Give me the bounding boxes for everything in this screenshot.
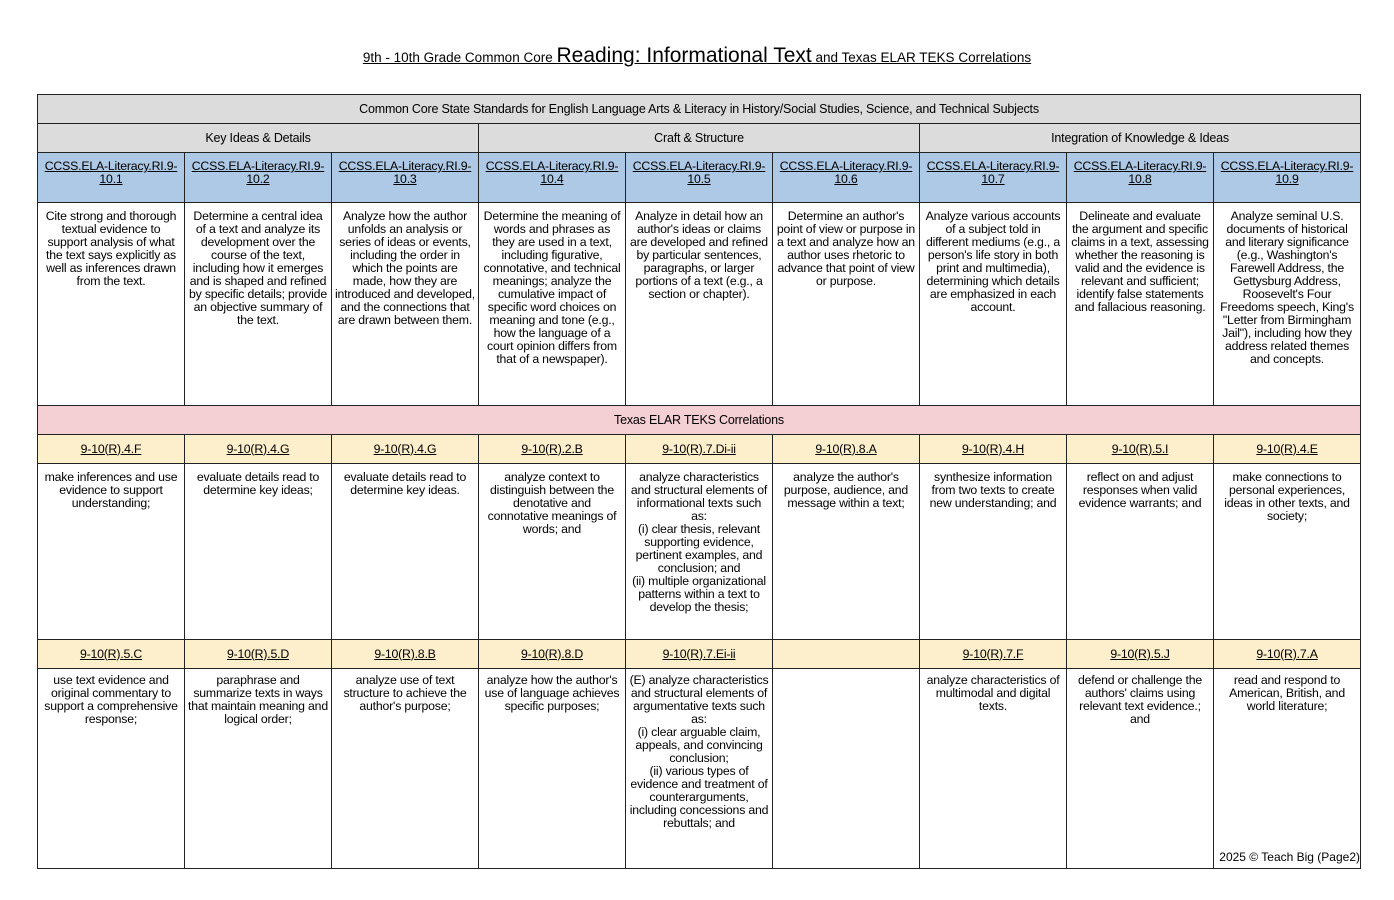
teks-code-3 xyxy=(332,435,479,464)
teks-description-8: reflect on and adjust responses when valid evidence warrants; and xyxy=(1067,464,1214,640)
ccss-code-link[interactable]: CCSS.ELA-Literacy.RI.9-10.7 xyxy=(926,159,1060,186)
ccss-description-9: Analyze seminal U.S. documents of historical and literary significance (e.g., Washington's Farewell Address, the Gettysburg Address, Roosevelt's Four Freedoms speech, King's "Letter from Birmingham Jail"), including how they address related themes and concepts. xyxy=(1214,203,1361,406)
teks-description-5: (E) analyze characteristics and structural elements of argumentative texts such as: (i) clear arguable claim, appeals, and convincing conclusion; (ii) various types of evidence and treatment of counterarguments, including concessions and rebuttals; and xyxy=(626,669,773,869)
ccss-code-3 xyxy=(332,153,479,203)
teks-code-5 xyxy=(626,435,773,464)
teks-description-4: analyze how the author's use of language achieves specific purposes; xyxy=(479,669,626,869)
teks-code-4 xyxy=(479,435,626,464)
ccss-code-2 xyxy=(185,153,332,203)
teks-code-link[interactable]: 9-10(R).7.A xyxy=(1256,646,1318,661)
ccss-description-8: Delineate and evaluate the argument and specific claims in a text, assessing whether the reasoning is valid and the evidence is relevant and sufficient; identify false statements and fallacious reasoning. xyxy=(1067,203,1214,406)
teks-code-link[interactable]: 9-10(R).2.B xyxy=(521,441,583,456)
teks-code-1 xyxy=(38,640,185,669)
teks-description-1: use text evidence and original commentary to support a comprehensive response; xyxy=(38,669,185,869)
teks-code-link[interactable]: 9-10(R).8.A xyxy=(815,441,877,456)
teks-code-2 xyxy=(185,640,332,669)
teks-code-4 xyxy=(479,640,626,669)
teks-code-link[interactable]: 9-10(R).5.I xyxy=(1111,441,1169,456)
footer-copyright: 2025 © Teach Big (Page2) xyxy=(1219,850,1360,864)
group-key-ideas: Key Ideas & Details xyxy=(38,124,479,153)
ccss-code-link[interactable]: CCSS.ELA-Literacy.RI.9-10.1 xyxy=(44,159,178,186)
ccss-code-link[interactable]: CCSS.ELA-Literacy.RI.9-10.8 xyxy=(1073,159,1207,186)
title-prefix: 9th - 10th Grade Common Core xyxy=(362,50,557,65)
teks-code-link[interactable]: 9-10(R).5.J xyxy=(1110,646,1170,661)
teks-description-row-1 xyxy=(38,464,1361,640)
teks-description-2: paraphrase and summarize texts in ways that maintain meaning and logical order; xyxy=(185,669,332,869)
teks-description-1: make inferences and use evidence to support understanding; xyxy=(38,464,185,640)
teks-code-8 xyxy=(1067,435,1214,464)
teks-code-link[interactable]: 9-10(R).5.C xyxy=(79,646,143,661)
ccss-code-link[interactable]: CCSS.ELA-Literacy.RI.9-10.2 xyxy=(191,159,325,186)
teks-code-7 xyxy=(920,435,1067,464)
teks-code-row-2 xyxy=(38,640,1361,669)
ccss-code-4 xyxy=(479,153,626,203)
teks-code-2 xyxy=(185,435,332,464)
teks-code-link[interactable]: 9-10(R).4.F xyxy=(80,441,142,456)
ccss-code-link[interactable]: CCSS.ELA-Literacy.RI.9-10.5 xyxy=(632,159,766,186)
teks-code-link[interactable]: 9-10(R).8.D xyxy=(520,646,584,661)
teks-description-3: evaluate details read to determine key ideas. xyxy=(332,464,479,640)
teks-code-link[interactable]: 9-10(R).4.H xyxy=(961,441,1025,456)
page-title xyxy=(0,44,1394,68)
teks-description-7: analyze characteristics of multimodal and digital texts. xyxy=(920,669,1067,869)
teks-code-1 xyxy=(38,435,185,464)
teks-header: Texas ELAR TEKS Correlations xyxy=(38,406,1361,435)
teks-description-row-2 xyxy=(38,669,1361,869)
group-integration: Integration of Knowledge & Ideas xyxy=(920,124,1361,153)
ccss-code-6 xyxy=(773,153,920,203)
teks-code-link[interactable]: 9-10(R).4.E xyxy=(1256,441,1318,456)
teks-code-8 xyxy=(1067,640,1214,669)
teks-description-9: make connections to personal experiences, ideas in other texts, and society; xyxy=(1214,464,1361,640)
ccss-code-8 xyxy=(1067,153,1214,203)
teks-description-5: analyze characteristics and structural elements of informational texts such as: (i) clear thesis, relevant supporting evidence, pertinent examples, and conclusion; and (ii) multiple organizational patterns within a text to develop the thesis; xyxy=(626,464,773,640)
teks-description-7: synthesize information from two texts to create new understanding; and xyxy=(920,464,1067,640)
ccss-code-link[interactable]: CCSS.ELA-Literacy.RI.9-10.4 xyxy=(485,159,619,186)
teks-description-4: analyze context to distinguish between the denotative and connotative meanings of words; and xyxy=(479,464,626,640)
teks-code-link[interactable]: 9-10(R).4.G xyxy=(226,441,290,456)
group-craft-structure: Craft & Structure xyxy=(479,124,920,153)
ccss-code-link[interactable]: CCSS.ELA-Literacy.RI.9-10.9 xyxy=(1220,159,1354,186)
ccss-description-row xyxy=(38,203,1361,406)
title-main: Reading: Informational Text xyxy=(556,44,812,67)
teks-code-link[interactable]: 9-10(R).5.D xyxy=(226,646,290,661)
teks-code-link[interactable]: 9-10(R).8.B xyxy=(374,646,436,661)
ccss-description-6: Determine an author's point of view or purpose in a text and analyze how an author uses rhetoric to advance that point of view or purpose. xyxy=(773,203,920,406)
ccss-code-link[interactable]: CCSS.ELA-Literacy.RI.9-10.3 xyxy=(338,159,472,186)
teks-description-9: read and respond to American, British, and world literature; xyxy=(1214,669,1361,869)
teks-description-6 xyxy=(773,669,920,869)
ccss-description-4: Determine the meaning of words and phrases as they are used in a text, including figurative, connotative, and technical meanings; analyze the cumulative impact of specific word choices on meaning and tone (e.g., how the language of a court opinion differs from that of a newspaper). xyxy=(479,203,626,406)
title-suffix: and Texas ELAR TEKS Correlations xyxy=(811,50,1032,65)
teks-code-6 xyxy=(773,435,920,464)
teks-code-9 xyxy=(1214,640,1361,669)
teks-code-link[interactable]: 9-10(R).7.Ei-ii xyxy=(662,646,736,661)
teks-code-3 xyxy=(332,640,479,669)
ccss-code-9 xyxy=(1214,153,1361,203)
ccss-code-5 xyxy=(626,153,773,203)
ccss-description-1: Cite strong and thorough textual evidence to support analysis of what the text says explicitly as well as inferences drawn from the text. xyxy=(38,203,185,406)
teks-description-8: defend or challenge the authors' claims using relevant text evidence.; and xyxy=(1067,669,1214,869)
teks-code-5 xyxy=(626,640,773,669)
ccss-main-header: Common Core State Standards for English Language Arts & Literacy in History/Social Studies, Science, and Technical Subjects xyxy=(38,95,1361,124)
ccss-description-7: Analyze various accounts of a subject told in different mediums (e.g., a person's life story in both print and multimedia), determining which details are emphasized in each account. xyxy=(920,203,1067,406)
teks-description-3: analyze use of text structure to achieve the author's purpose; xyxy=(332,669,479,869)
teks-code-link[interactable]: 9-10(R).7.Di-ii xyxy=(662,441,736,456)
teks-code-9 xyxy=(1214,435,1361,464)
teks-description-2: evaluate details read to determine key ideas; xyxy=(185,464,332,640)
ccss-code-7 xyxy=(920,153,1067,203)
teks-code-link[interactable]: 9-10(R).4.G xyxy=(373,441,437,456)
ccss-code-link[interactable]: CCSS.ELA-Literacy.RI.9-10.6 xyxy=(779,159,913,186)
teks-code-7 xyxy=(920,640,1067,669)
teks-code-row-1 xyxy=(38,435,1361,464)
teks-code-6 xyxy=(773,640,920,669)
ccss-description-3: Analyze how the author unfolds an analysis or series of ideas or events, including the order in which the points are made, how they are introduced and developed, and the connections that are drawn between them. xyxy=(332,203,479,406)
teks-code-link[interactable]: 9-10(R).7.F xyxy=(962,646,1024,661)
teks-description-6: analyze the author's purpose, audience, and message within a text; xyxy=(773,464,920,640)
ccss-code-1 xyxy=(38,153,185,203)
correlation-table xyxy=(37,94,1361,869)
ccss-description-5: Analyze in detail how an author's ideas or claims are developed and refined by particular sentences, paragraphs, or larger portions of a text (e.g., a section or chapter). xyxy=(626,203,773,406)
ccss-code-row xyxy=(38,153,1361,203)
ccss-description-2: Determine a central idea of a text and analyze its development over the course of the text, including how it emerges and is shaped and refined by specific details; provide an objective summary of the text. xyxy=(185,203,332,406)
